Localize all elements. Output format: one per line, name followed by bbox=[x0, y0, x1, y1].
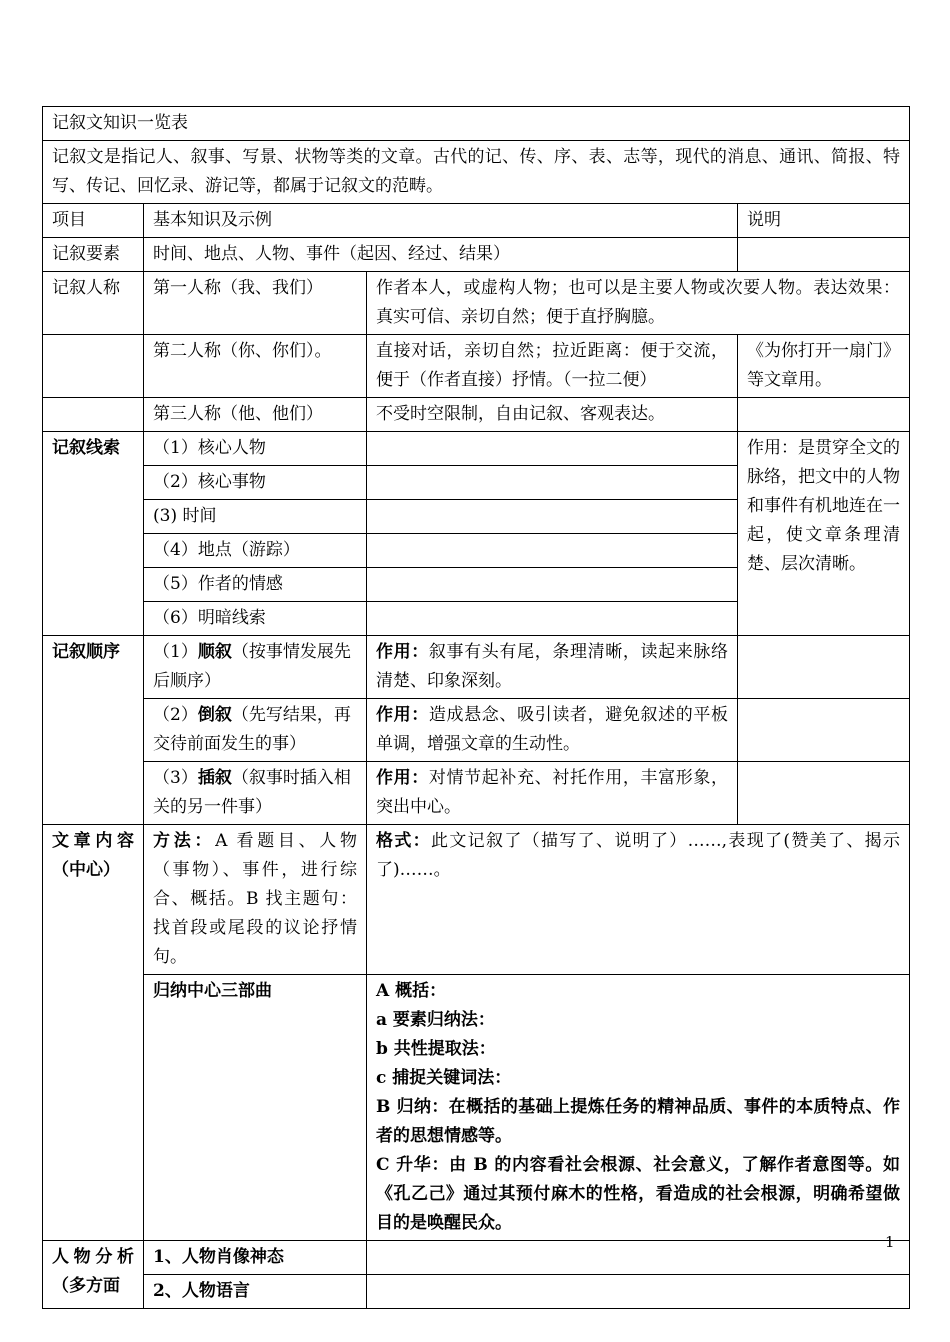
content-label: 文章内容（中心） bbox=[43, 825, 144, 1241]
effect-text: 造成悬念、吸引读者，避免叙述的平板单调，增强文章的生动性。 bbox=[376, 705, 729, 754]
person-third-name: 第三人称（他、他们） bbox=[144, 398, 367, 432]
order-name: 倒叙 bbox=[197, 705, 232, 725]
content-format bbox=[367, 825, 910, 975]
clue-item: (3) 时间 bbox=[144, 500, 367, 534]
step-item: b 共性提取法： bbox=[376, 1039, 496, 1059]
person-label: 记叙人称 bbox=[43, 272, 144, 335]
order-detail: （按事情发展先后顺序） bbox=[153, 642, 351, 691]
step-item: c 捕捉关键词法： bbox=[376, 1068, 512, 1088]
knowledge-table bbox=[42, 106, 910, 1309]
method-label: 方法： bbox=[153, 831, 216, 851]
clue-item: （5）作者的情感 bbox=[144, 568, 367, 602]
steps-list bbox=[367, 975, 910, 1241]
order-num: （2） bbox=[153, 705, 198, 725]
intro-row bbox=[43, 141, 910, 204]
format-label: 格式： bbox=[376, 831, 431, 851]
person-second-name: 第二人称（你、你们）。 bbox=[144, 335, 367, 398]
effect-text: 叙事有头有尾，条理清晰，读起来脉络清楚、印象深刻。 bbox=[376, 642, 729, 691]
order-note bbox=[738, 762, 910, 825]
person-third-note bbox=[738, 398, 910, 432]
intro-text: 记叙文是指记人、叙事、写景、状物等类的文章。古代的记、传、序、表、志等，现代的消息、通讯、简报、特写、传记、回忆录、游记等，都属于记叙文的范畴。 bbox=[43, 141, 910, 204]
elements-value: 时间、地点、人物、事件（起因、经过、结果） bbox=[144, 238, 738, 272]
content-method-row bbox=[43, 825, 910, 975]
character-label: 人物分析（多方面 bbox=[43, 1241, 144, 1309]
step-item: a 要素归纳法： bbox=[376, 1010, 495, 1030]
clue-value bbox=[367, 466, 738, 500]
character-row bbox=[43, 1241, 910, 1275]
elements-row bbox=[43, 238, 910, 272]
table-title: 记叙文知识一览表 bbox=[43, 107, 910, 141]
order-detail: （先写结果，再交待前面发生的事） bbox=[153, 705, 351, 754]
person-empty-cell-2 bbox=[43, 398, 144, 432]
step-item: A 概括： bbox=[376, 981, 447, 1001]
clue-item: （1）核心人物 bbox=[144, 432, 367, 466]
elements-label: 记叙要素 bbox=[43, 238, 144, 272]
person-third-row bbox=[43, 398, 910, 432]
header-item: 项目 bbox=[43, 204, 144, 238]
order-name: 顺叙 bbox=[197, 642, 232, 662]
elements-note bbox=[738, 238, 910, 272]
person-second-note: 《为你打开一扇门》等文章用。 bbox=[738, 335, 910, 398]
clue-value bbox=[367, 602, 738, 636]
character-value bbox=[367, 1241, 910, 1275]
order-row bbox=[43, 636, 910, 699]
clue-value bbox=[367, 432, 738, 466]
character-value bbox=[367, 1275, 910, 1309]
clue-item: （4）地点（游踪） bbox=[144, 534, 367, 568]
effect-label: 作用： bbox=[376, 705, 429, 725]
step-item: C 升华：由 B 的内容看社会根源、社会意义，了解作者意图等。如《孔乙己》通过其预付麻木的性格，看造成的社会根源，明确希望做目的是唤醒民众。 bbox=[376, 1155, 900, 1233]
person-first-row bbox=[43, 272, 910, 335]
clue-value bbox=[367, 568, 738, 602]
order-effect bbox=[367, 762, 738, 825]
clue-row bbox=[43, 432, 910, 466]
effect-label: 作用： bbox=[376, 642, 429, 662]
person-empty-cell bbox=[43, 335, 144, 398]
step-item: B 归纳：在概括的基础上提炼任务的精神品质、事件的本质特点、作者的思想情感等。 bbox=[376, 1097, 900, 1146]
person-second-row bbox=[43, 335, 910, 398]
person-third-desc: 不受时空限制，自由记叙、客观表达。 bbox=[367, 398, 738, 432]
order-label: 记叙顺序 bbox=[43, 636, 144, 825]
clue-value bbox=[367, 500, 738, 534]
character-row bbox=[43, 1275, 910, 1309]
clue-item: （6）明暗线索 bbox=[144, 602, 367, 636]
effect-label: 作用： bbox=[376, 768, 429, 788]
clues-note: 作用：是贯穿全文的脉络，把文中的人物和事件有机地连在一起，使文章条理清楚、层次清晰。 bbox=[738, 432, 910, 636]
clues-label: 记叙线索 bbox=[43, 432, 144, 636]
order-item bbox=[144, 762, 367, 825]
order-note bbox=[738, 699, 910, 762]
person-first-desc: 作者本人，或虚构人物；也可以是主要人物或次要人物。表达效果：真实可信、亲切自然；便于直抒胸臆。 bbox=[367, 272, 910, 335]
order-item bbox=[144, 699, 367, 762]
order-effect bbox=[367, 636, 738, 699]
effect-text: 对情节起补充、衬托作用，丰富形象，突出中心。 bbox=[376, 768, 729, 817]
order-detail: （叙事时插入相关的另一件事） bbox=[153, 768, 351, 817]
order-effect bbox=[367, 699, 738, 762]
character-item: 2、人物语言 bbox=[144, 1275, 367, 1309]
character-item: 1、人物肖像神态 bbox=[144, 1241, 367, 1275]
clue-item: （2）核心事物 bbox=[144, 466, 367, 500]
method-text: A 看题目、人物（事物）、事件，进行综合、概括。B 找主题句：找首段或尾段的议论抒情句。 bbox=[153, 831, 357, 967]
order-num: （1） bbox=[153, 642, 198, 662]
format-text: 此文记叙了（描写了、说明了）……,表现了(赞美了、揭示了)……。 bbox=[376, 831, 900, 880]
order-item bbox=[144, 636, 367, 699]
person-second-desc: 直接对话，亲切自然；拉近距离：便于交流，便于（作者直接）抒情。（一拉二便） bbox=[367, 335, 738, 398]
order-num: （3） bbox=[153, 768, 198, 788]
title-row bbox=[43, 107, 910, 141]
clue-value bbox=[367, 534, 738, 568]
header-note: 说明 bbox=[738, 204, 910, 238]
content-steps-row bbox=[43, 975, 910, 1241]
order-row bbox=[43, 699, 910, 762]
content-method bbox=[144, 825, 367, 975]
page-number: 1 bbox=[885, 1233, 895, 1251]
order-note bbox=[738, 636, 910, 699]
header-row bbox=[43, 204, 910, 238]
person-first-name: 第一人称（我、我们） bbox=[144, 272, 367, 335]
three-steps-label: 归纳中心三部曲 bbox=[144, 975, 367, 1241]
order-row bbox=[43, 762, 910, 825]
header-knowledge: 基本知识及示例 bbox=[144, 204, 738, 238]
order-name: 插叙 bbox=[197, 768, 232, 788]
